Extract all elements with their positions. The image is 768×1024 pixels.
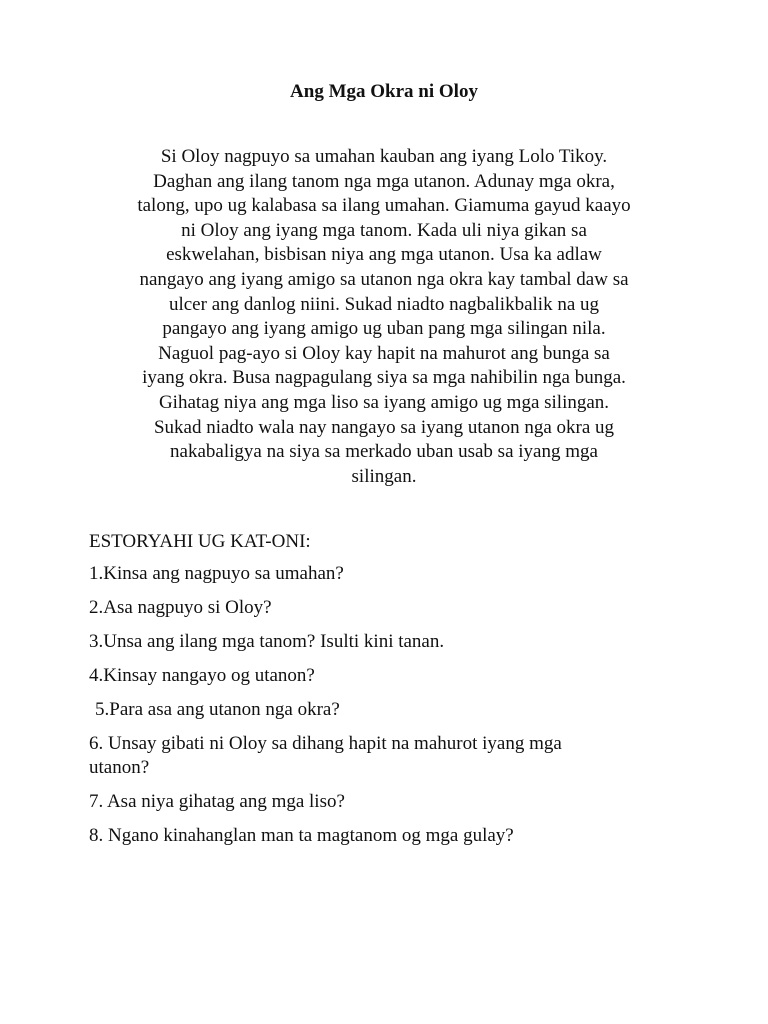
story-line: Si Oloy nagpuyo sa umahan kauban ang iyang Lolo Tikoy. bbox=[160, 146, 608, 167]
story-line: Gihatag niya ang mga liso sa iyang amigo ug mga silingan. bbox=[158, 391, 610, 413]
story-line: eskwelahan, bisbisan niya ang mga utanon. Usa ka adlaw bbox=[166, 244, 602, 266]
story-paragraph bbox=[80, 145, 688, 489]
question-item: 2.Asa nagpuyo si Oloy? bbox=[89, 597, 272, 618]
story-line: ulcer ang danlog niini. Sukad niadto nagbalikbalik na ug bbox=[168, 293, 600, 315]
question-line: utanon? bbox=[89, 757, 150, 778]
questions-section bbox=[89, 530, 689, 858]
question-item: 3.Unsa ang ilang mga tanom? Isulti kini tanan. bbox=[89, 631, 445, 652]
story-line: Sukad niadto wala nay nangayo sa iyang utanon nga okra ug bbox=[153, 416, 615, 438]
story-line: iyang okra. Busa nagpagulang siya sa mga nahibilin nga bunga. bbox=[142, 367, 626, 389]
questions-heading: ESTORYAHI UG KAT-ONI: bbox=[89, 531, 311, 552]
question-item: 7. Asa niya gihatag ang mga liso? bbox=[89, 791, 345, 812]
document-title: Ang Mga Okra ni Oloy bbox=[290, 81, 478, 102]
question-item bbox=[89, 732, 689, 780]
story-line: nakabaligya na siya sa merkado uban usab sa iyang mga bbox=[170, 441, 598, 463]
story-line: nangayo ang iyang amigo sa utanon nga okra kay tambal daw sa bbox=[139, 268, 629, 290]
story-line: talong, upo ug kalabasa sa ilang umahan. Giamuma gayud kaayo bbox=[137, 195, 631, 217]
question-item: 1.Kinsa ang nagpuyo sa umahan? bbox=[89, 563, 344, 584]
story-line: pangayo ang iyang amigo ug uban pang mga silingan nila. bbox=[162, 318, 606, 340]
story-line: silingan. bbox=[351, 465, 417, 487]
story-line: Naguol pag-ayo si Oloy kay hapit na mahurot ang bunga sa bbox=[158, 342, 610, 364]
question-item: 4.Kinsay nangayo og utanon? bbox=[89, 665, 315, 686]
story-line: Daghan ang ilang tanom nga mga utanon. Adunay mga okra, bbox=[153, 170, 615, 192]
question-item: 8. Ngano kinahanglan man ta magtanom og mga gulay? bbox=[89, 825, 514, 846]
story-line: ni Oloy ang iyang mga tanom. Kada uli niya gikan sa bbox=[181, 219, 587, 241]
question-line: 6. Unsay gibati ni Oloy sa dihang hapit na mahurot iyang mga bbox=[89, 733, 562, 754]
question-item: 5.Para asa ang utanon nga okra? bbox=[95, 699, 340, 720]
